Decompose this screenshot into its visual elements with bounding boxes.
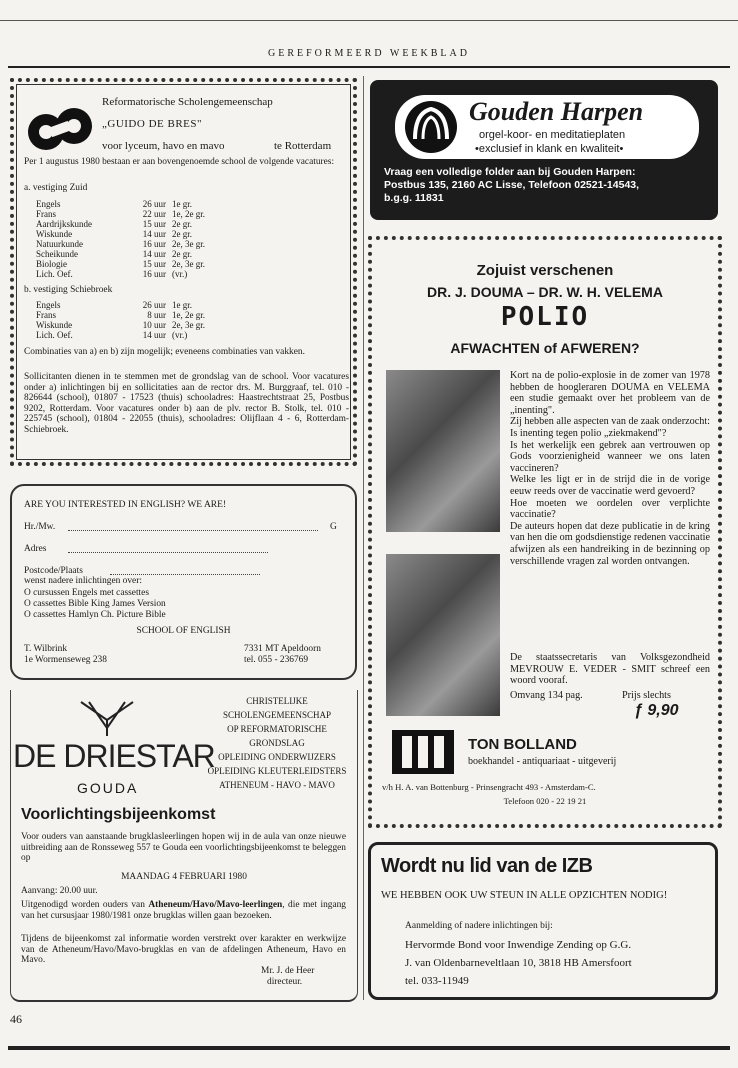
polio-paragraph: Hoe moeten we oordelen over verplichte vaccinatie? — [510, 497, 710, 521]
izb-line4: tel. 033-11949 — [405, 975, 469, 987]
driestar-logo-text: DE DRIESTAR — [13, 738, 215, 774]
gouden-line2: •exclusief in klank en kwaliteit• — [475, 143, 624, 155]
vacancy-cell: Lich. Oef. — [36, 269, 73, 279]
option-kjv[interactable]: O cassettes Bible King James Version — [24, 599, 166, 609]
vacancy-row — [36, 330, 252, 340]
izb-line2: Hervormde Bond voor Inwendige Zending op G.G. — [405, 939, 632, 951]
polio-size: Omvang 134 pag. — [510, 690, 583, 701]
driestar-date: MAANDAG 4 FEBRUARI 1980 — [121, 872, 247, 882]
izb-line1: Aanmelding of nadere inlichtingen bij: — [405, 921, 553, 931]
page-header: GEREFORMEERD WEEKBLAD — [268, 48, 470, 59]
gouden-footer-3: b.g.g. 11831 — [384, 192, 444, 204]
driestar-p3: Tijdens de bijeenkomst zal informatie worden verstrekt over karakter en werkwijze van de Atheneum/Havo/Mavo-brugklas en van de afdelingen Atheneum, Havo en Mavo. — [21, 934, 346, 965]
vacancy-cell: 1e, 2e gr. — [172, 209, 205, 219]
gdb-city: te Rotterdam — [274, 140, 332, 152]
vacancy-cell: 1e gr. — [172, 300, 192, 310]
english-addr-l1: T. Wilbrink — [24, 644, 68, 654]
vacancy-cell: Engels — [36, 199, 61, 209]
driestar-city: GOUDA — [77, 780, 139, 796]
driestar-right-line: ATHENEUM - HAVO - MAVO — [219, 780, 335, 790]
driestar-right-line: OPLEIDING KLEUTERLEIDSTERS — [207, 766, 347, 776]
driestar-p2 — [21, 900, 346, 921]
school-logo-icon — [26, 106, 96, 152]
publisher-address: v/h H. A. van Bottenburg - Prinsengracht 493 - Amsterdam-C. — [382, 782, 596, 792]
vacancy-cell: 2e, 3e gr. — [172, 259, 205, 269]
gdb-body: Sollicitanten dienen in te stemmen met de grondslag van de school. Voor vacatures onder a) inlichtingen bij en sollicitaties aan de rector drs. M. Burggraaf, tel. 010 - 826644 (school), 01807 - 17523 (thuis) schooladres: Haastrechtstraat 25, Postbus 9202, Rotterdam. Voor vacatures onder b) aan de plv. rector B. Stolk, tel. 010 - 225745 (school), 01804 - 22055 (thuis), schooladres: Olijflaan 4 - 6, Rotterdam-Schiebroek. — [24, 372, 349, 435]
vacancy-cell: 26 uur — [142, 199, 166, 209]
english-headline: ARE YOU INTERESTED IN ENGLISH? WE ARE! — [24, 500, 227, 510]
vacancy-cell: 8 uur — [147, 310, 166, 320]
portrait-douma — [386, 370, 500, 532]
vacancy-row — [36, 269, 252, 279]
vacancy-cell: 2e, 3e gr. — [172, 320, 205, 330]
vacancy-row — [36, 249, 252, 259]
polio-foreword: De staatssecretaris van Volksgezondheid MEVROUW E. VEDER - SMIT schreef een woord vooraf. — [510, 652, 710, 687]
vacancy-row — [36, 199, 252, 209]
vacancy-row — [36, 310, 252, 320]
polio-paragraph: Zij hebben alle aspecten van de zaak onderzocht: Is inenting tegen polio „ziekmakend"? — [510, 416, 710, 439]
option-hamlyn[interactable]: O cassettes Hamlyn Ch. Picture Bible — [24, 610, 166, 620]
field-name-label: Hr./Mw. — [24, 522, 56, 532]
gouden-footer-1: Vraag een volledige folder aan bij Gouden Harpen: — [384, 166, 636, 178]
vacancy-cell: 2e gr. — [172, 249, 192, 259]
vacancy-cell: Lich. Oef. — [36, 330, 73, 340]
vacancy-cell: (vr.) — [172, 269, 188, 279]
english-coupon — [10, 484, 357, 680]
gouden-footer-2: Postbus 135, 2160 AC Lisse, Telefoon 02521-14543, — [384, 179, 640, 191]
gdb-name: „GUIDO DE BRES" — [102, 118, 202, 130]
header-rule — [8, 66, 730, 68]
driestar-ad — [10, 690, 358, 1002]
publisher-tel: Telefoon 020 - 22 19 21 — [503, 796, 587, 806]
column-divider — [363, 76, 364, 1000]
gdb-table-a — [36, 199, 252, 279]
gouden-footer — [384, 166, 639, 205]
vacancy-cell: Engels — [36, 300, 61, 310]
polio-title: POLIO — [500, 302, 590, 332]
izb-title: Wordt nu lid van de IZB — [381, 855, 593, 877]
gouden-harpen-ad — [370, 80, 718, 220]
name-field[interactable] — [68, 530, 318, 531]
driestar-logo-icon — [79, 698, 135, 738]
vacancy-cell: 22 uur — [142, 209, 166, 219]
driestar-time: Aanvang: 20.00 uur. — [21, 886, 98, 896]
driestar-right-line: OPLEIDING ONDERWIJZERS — [218, 752, 336, 762]
vacancy-cell: Frans — [36, 209, 56, 219]
guido-de-bres-ad — [10, 78, 357, 466]
polio-paragraph: Is het werkelijk een gebrek aan vertrouwen op Gods voorzienigheid wanneer we ons laten vaccineren? — [510, 439, 710, 474]
vacancy-cell: Wiskunde — [36, 229, 73, 239]
vacancy-cell: 15 uur — [142, 259, 166, 269]
gouden-line1: orgel-koor- en meditatieplaten — [479, 129, 626, 141]
field-address-label: Adres — [24, 544, 47, 554]
vacancy-cell: 16 uur — [142, 269, 166, 279]
top-rule — [0, 20, 738, 21]
vacancy-row — [36, 239, 252, 249]
polio-kicker: Zojuist verschenen — [476, 262, 614, 279]
vacancy-row — [36, 219, 252, 229]
driestar-sign2: directeur. — [267, 977, 303, 987]
gdb-org: Reformatorische Scholengemeenschap — [102, 96, 273, 108]
gdb-a-title: a. vestiging Zuid — [24, 183, 88, 193]
driestar-sign1: Mr. J. de Heer — [261, 966, 315, 976]
driestar-p1: Voor ouders van aanstaande brugklasleerlingen hopen wij in de aula van onze nieuwe uitbreiding aan de Ronsseweg 557 te Gouda een voorlichtingsbijeenkomst te beleggen op — [21, 832, 346, 863]
polio-price-label: Prijs slechts — [622, 690, 671, 701]
driestar-right-line: OP REFORMATORISCHE — [227, 724, 327, 734]
vacancy-cell: 2e gr. — [172, 229, 192, 239]
vacancy-cell: 16 uur — [142, 239, 166, 249]
driestar-right-line: GRONDSLAG — [249, 738, 305, 748]
polio-paragraph: De auteurs hopen dat deze publicatie in de kring van hen die om godsdienstige redenen vaccinatie afwijzen als een handreiking in de bezinning op verschillende vragen zal worden ontvangen. — [510, 520, 710, 567]
gouden-harpen-banner — [395, 95, 699, 159]
gdb-sub: voor lyceum, havo en mavo — [102, 140, 225, 152]
driestar-right-line: SCHOLENGEMEENSCHAP — [222, 710, 331, 720]
driestar-p2a: Uitgenodigd worden ouders van — [21, 900, 149, 910]
english-addr-l2: 1e Wormenseweg 238 — [24, 655, 107, 665]
gdb-b-title: b. vestiging Schiebroek — [24, 285, 113, 295]
footer-rule — [8, 1046, 730, 1050]
ton-bolland-logo-icon — [392, 730, 454, 774]
school-of-english: SCHOOL OF ENGLISH — [136, 626, 231, 636]
vacancy-cell: Natuurkunde — [36, 239, 83, 249]
vacancy-cell: Scheikunde — [36, 249, 78, 259]
english-addr-r1: 7331 MT Apeldoorn — [244, 644, 321, 654]
polio-authors: DR. J. DOUMA – DR. W. H. VELEMA — [427, 284, 663, 300]
vacancy-row — [36, 320, 252, 330]
driestar-right-column — [197, 694, 357, 792]
polio-body — [510, 370, 710, 567]
izb-appeal: WE HEBBEN OOK UW STEUN IN ALLE OPZICHTEN NODIG! — [381, 890, 668, 901]
english-addr-r2: tel. 055 - 236769 — [244, 655, 309, 665]
gdb-table-b — [36, 300, 252, 340]
polio-subtitle: AFWACHTEN of AFWEREN? — [450, 340, 640, 356]
vacancy-cell: (vr.) — [172, 330, 188, 340]
vacancy-cell: 14 uur — [142, 330, 166, 340]
vacancy-cell: 14 uur — [142, 249, 166, 259]
vacancy-cell: Wiskunde — [36, 320, 73, 330]
polio-price: ƒ 9,90 — [634, 702, 679, 719]
field-postcode-label: Postcode/Plaats — [24, 566, 83, 576]
option-courses[interactable]: O cursussen Engels met cassettes — [24, 588, 149, 598]
publisher-name: TON BOLLAND — [468, 736, 577, 753]
vacancy-cell: Aardrijkskunde — [36, 219, 92, 229]
publisher-sub: boekhandel - antiquariaat - uitgeverij — [468, 756, 617, 767]
vacancy-cell: Biologie — [36, 259, 67, 269]
address-field[interactable] — [68, 552, 268, 553]
izb-line3: J. van Oldenbarneveltlaan 10, 3818 HB Amersfoort — [405, 957, 632, 969]
vacancy-cell: 2e gr. — [172, 219, 192, 229]
english-wish: wenst nadere inlichtingen over: — [24, 576, 142, 586]
postcode-field[interactable] — [110, 574, 260, 575]
vacancy-cell: 26 uur — [142, 300, 166, 310]
gdb-combi: Combinaties van a) en b) zijn mogelijk; eveneens combinaties van vakken. — [24, 347, 305, 357]
vacancy-cell: 10 uur — [142, 320, 166, 330]
gouden-harpen-name: Gouden Harpen — [469, 97, 644, 126]
field-g-label: G — [330, 522, 337, 532]
portrait-velema — [386, 554, 500, 716]
vacancy-row — [36, 209, 252, 219]
izb-ad — [368, 842, 718, 1000]
vacancy-cell: 14 uur — [142, 229, 166, 239]
vacancy-row — [36, 300, 252, 310]
vacancy-cell: 1e gr. — [172, 199, 192, 209]
vacancy-cell: 15 uur — [142, 219, 166, 229]
vacancy-cell: 1e, 2e gr. — [172, 310, 205, 320]
page-number: 46 — [10, 1012, 22, 1026]
polio-paragraph: Kort na de polio-explosie in de zomer van 1978 hebben de hoogleraren DOUMA en VELEMA een studie gemaakt over het probleem van de „inenting". — [510, 370, 710, 416]
vacancy-cell: Frans — [36, 310, 56, 320]
polio-paragraph: Welke les ligt er in de strijd die in de vorige eeuw reeds over de vaccinatie werd gevoerd? — [510, 474, 710, 497]
vacancy-cell: 2e, 3e gr. — [172, 239, 205, 249]
driestar-p2b: Atheneum/Havo/Mavo-leerlingen — [148, 900, 283, 910]
driestar-title: Voorlichtingsbijeenkomst — [21, 806, 216, 823]
vacancy-row — [36, 259, 252, 269]
driestar-p2c: , die met ingang van het cursusjaar 1980/1981 onze brugklas willen gaan bezoeken. — [21, 900, 346, 921]
harp-logo-icon — [401, 99, 461, 155]
gdb-intro: Per 1 augustus 1980 bestaan er aan bovengenoemde school de volgende vacatures: — [24, 157, 335, 167]
polio-ad — [368, 236, 722, 828]
vacancy-row — [36, 229, 252, 239]
driestar-right-line: CHRISTELIJKE — [246, 696, 308, 706]
